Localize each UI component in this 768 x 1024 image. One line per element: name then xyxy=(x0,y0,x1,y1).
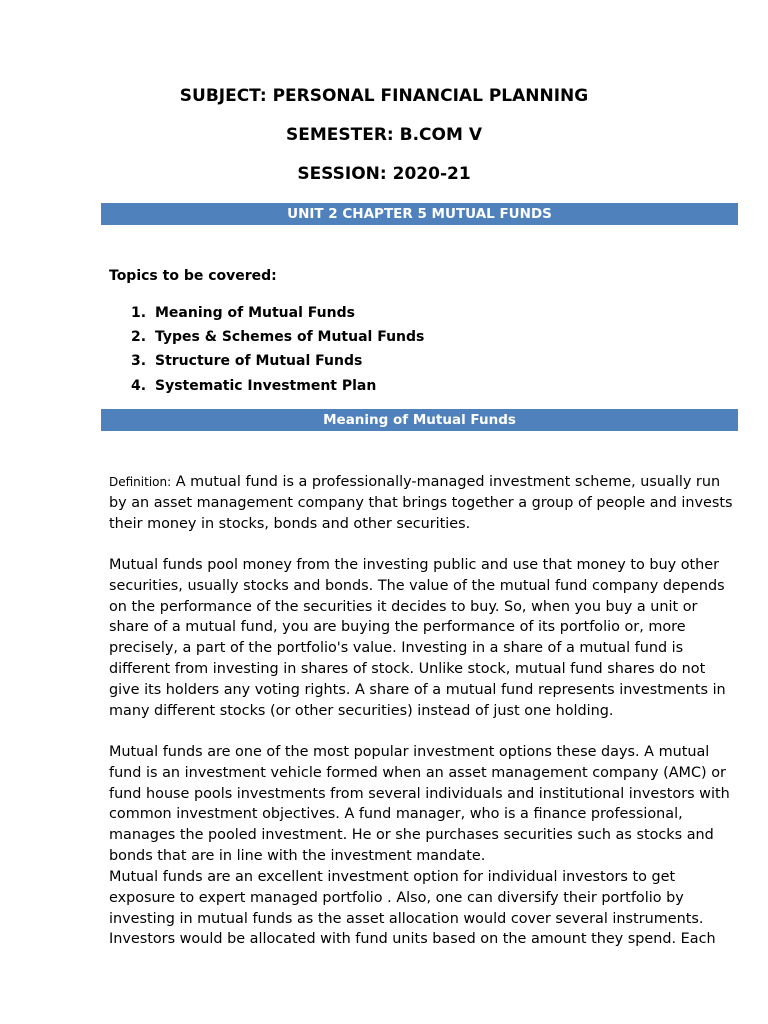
body-paragraph: Mutual funds are an excellent investment option for individual investors to get exposure to expert managed portfolio . Also, one can diversify their portfolio by investing in mutual funds as the asset allocation would cover several instruments. Investors would be allocated with fund units based on the amount they spend. Each xyxy=(109,869,716,948)
session-heading: SESSION: 2020-21 xyxy=(297,164,471,184)
definition-label: Definition: xyxy=(109,475,172,489)
body-paragraph: Mutual funds pool money from the investing public and use that money to buy other securities, usually stocks and bonds. The value of the mutual fund company depends on the performance of the securities it decides to buy. So, when you buy a unit or share of a mutual fund, you are buying the performance of its portfolio or, more precisely, a part of the portfolio's value. Investing in a share of a mutual fund is different from investing in shares of stock. Unlike stock, mutual fund shares do not give its holders any voting rights. A share of a mutual fund represents investments in many different stocks (or other securities) instead of just one holding. xyxy=(109,557,726,719)
semester-heading: SEMESTER: B.COM V xyxy=(286,125,482,145)
section-bar-meaning: Meaning of Mutual Funds xyxy=(101,409,738,431)
topic-text: Meaning of Mutual Funds xyxy=(155,305,355,321)
topics-list xyxy=(131,301,424,398)
unit-chapter-bar: UNIT 2 CHAPTER 5 MUTUAL FUNDS xyxy=(101,203,738,225)
topic-number: 4. xyxy=(131,377,147,394)
topic-item xyxy=(131,349,424,373)
topic-item xyxy=(131,301,424,325)
body-paragraph: Mutual funds are one of the most popular investment options these days. A mutual fund is an investment vehicle formed when an asset management company (AMC) or fund house pools investments from several individuals and institutional investors with common investment objectives. A fund manager, who is a finance professional, manages the pooled investment. He or she purchases securities such as stocks and bonds that are in line with the investment mandate. xyxy=(109,744,730,864)
topic-item xyxy=(131,374,424,398)
topics-label: Topics to be covered: xyxy=(109,268,277,284)
topic-number: 2. xyxy=(131,329,147,346)
definition-text: A mutual fund is a professionally-managed investment scheme, usually run by an asset management company that brings together a group of people and invests their money in stocks, bonds and other securities. xyxy=(109,474,733,532)
topic-text: Structure of Mutual Funds xyxy=(155,353,363,370)
topic-text: Systematic Investment Plan xyxy=(155,377,377,394)
topic-number: 3. xyxy=(131,353,147,370)
topic-item xyxy=(131,325,424,349)
subject-heading: SUBJECT: PERSONAL FINANCIAL PLANNING xyxy=(179,86,589,106)
topic-text: Types & Schemes of Mutual Funds xyxy=(155,329,425,346)
topic-number: 1. xyxy=(131,305,147,321)
definition-paragraph xyxy=(109,472,734,534)
